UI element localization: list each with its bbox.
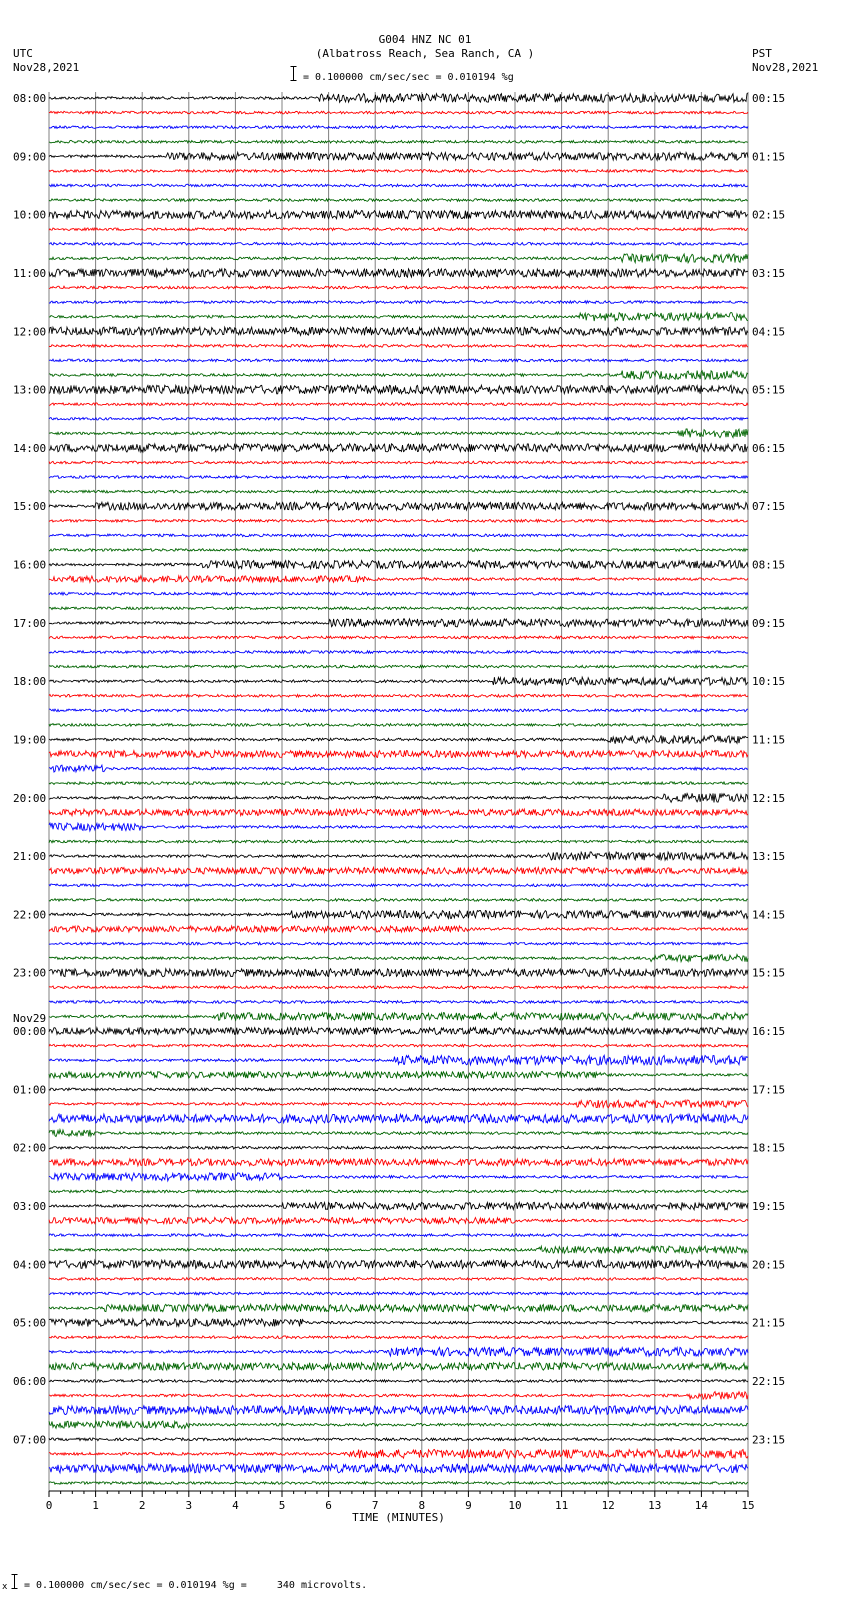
- trace-line: [49, 385, 748, 394]
- right-hour-label: 09:15: [752, 616, 786, 630]
- trace-line: [49, 942, 748, 945]
- right-hour-label: 05:15: [752, 383, 786, 397]
- trace-line: [49, 476, 748, 479]
- right-hour-label: 23:15: [752, 1433, 786, 1447]
- trace-line: [49, 1055, 748, 1065]
- trace-line: [49, 665, 748, 668]
- right-hour-label: 19:15: [752, 1200, 786, 1213]
- trace-line: [49, 534, 748, 537]
- right-hour-label: 20:15: [752, 1258, 786, 1272]
- x-tick-label: 0: [45, 1499, 53, 1512]
- trace-line: [49, 286, 748, 289]
- left-hour-label: 01:00: [13, 1083, 47, 1097]
- trace-line: [49, 1234, 748, 1237]
- trace-line: [49, 852, 748, 860]
- trace-line: [49, 911, 748, 919]
- left-hour-label: 16:00: [13, 558, 47, 572]
- left-hour-label: 06:00: [13, 1374, 47, 1388]
- trace-line: [49, 1260, 748, 1268]
- trace-line: [49, 126, 748, 129]
- trace-line: [49, 1028, 748, 1035]
- trace-line: [49, 840, 748, 843]
- trace-line: [49, 1159, 748, 1166]
- trace-line: [49, 1482, 748, 1485]
- trace-line: [49, 677, 748, 685]
- right-hour-label: 10:15: [752, 675, 786, 689]
- trace-line: [49, 1421, 748, 1429]
- trace-line: [49, 94, 748, 103]
- right-hour-label: 22:15: [752, 1374, 786, 1388]
- x-tick-label: 9: [465, 1499, 472, 1512]
- trace-line: [49, 199, 748, 202]
- trace-line: [49, 576, 748, 583]
- x-tick-label: 12: [601, 1499, 615, 1512]
- x-tick-label: 5: [278, 1499, 286, 1512]
- trace-line: [49, 520, 748, 523]
- trace-line: [49, 140, 748, 143]
- x-tick-label: 11: [554, 1499, 569, 1512]
- right-hour-label: 04:15: [752, 325, 786, 339]
- trace-line: [49, 823, 748, 831]
- right-hour-label: 13:15: [752, 850, 786, 864]
- trace-line: [49, 1114, 748, 1123]
- left-timezone: UTC: [13, 47, 33, 60]
- right-hour-label: 07:15: [752, 500, 786, 514]
- trace-line: [49, 184, 748, 187]
- x-tick-label: 2: [138, 1499, 146, 1512]
- x-axis-label: TIME (MINUTES): [352, 1511, 445, 1524]
- trace-line: [49, 1450, 748, 1459]
- trace-line: [49, 490, 748, 493]
- left-hour-label: 03:00: [13, 1200, 47, 1213]
- trace-line: [49, 1292, 748, 1295]
- trace-line: [49, 1072, 748, 1079]
- x-tick-label: 1: [92, 1499, 99, 1512]
- trace-line: [49, 1218, 748, 1224]
- trace-line: [49, 403, 748, 406]
- trace-line: [49, 152, 748, 160]
- trace-line: [49, 751, 748, 758]
- trace-line: [49, 1438, 748, 1441]
- trace-line: [49, 619, 748, 627]
- trace-line: [49, 417, 748, 420]
- trace-line: [49, 592, 748, 595]
- right-hour-label: 14:15: [752, 908, 786, 922]
- trace-line: [49, 327, 748, 335]
- left-hour-label: 18:00: [13, 675, 47, 689]
- trace-line: [49, 429, 748, 438]
- right-hour-label: 16:15: [752, 1025, 786, 1039]
- trace-line: [49, 461, 748, 464]
- trace-line: [49, 636, 748, 639]
- left-hour-label: 02:00: [13, 1141, 47, 1155]
- date-change-label: Nov29: [13, 1012, 47, 1026]
- left-hour-label: 14:00: [13, 441, 47, 455]
- trace-line: [49, 926, 748, 932]
- trace-line: [49, 111, 748, 114]
- left-hour-label: 23:00: [13, 966, 47, 980]
- left-hour-label: 05:00: [13, 1316, 47, 1330]
- trace-line: [49, 1304, 748, 1312]
- trace-line: [49, 1146, 748, 1149]
- trace-line: [49, 1190, 748, 1193]
- trace-line: [49, 651, 748, 654]
- left-hour-label: 11:00: [13, 266, 47, 280]
- right-hour-label: 15:15: [752, 966, 786, 980]
- trace-line: [49, 549, 748, 552]
- trace-line: [49, 694, 748, 697]
- trace-line: [49, 1100, 748, 1108]
- x-tick-label: 8: [418, 1499, 426, 1512]
- left-hour-label: 09:00: [13, 150, 47, 164]
- trace-line: [49, 1246, 748, 1254]
- trace-line: [49, 1406, 748, 1415]
- trace-line: [49, 1001, 748, 1004]
- right-timezone: PST: [752, 47, 772, 60]
- trace-line: [49, 782, 748, 785]
- trace-line: [49, 561, 748, 569]
- x-tick-label: 10: [508, 1499, 522, 1512]
- x-tick-label: 3: [185, 1499, 193, 1512]
- trace-line: [49, 1278, 748, 1281]
- trace-line: [49, 954, 748, 961]
- left-hour-label: 04:00: [13, 1258, 47, 1272]
- trace-line: [49, 312, 748, 321]
- left-hour-label: 20:00: [13, 791, 47, 805]
- trace-line: [49, 1319, 748, 1327]
- trace-line: [49, 1044, 748, 1047]
- trace-line: [49, 709, 748, 712]
- right-hour-label: 18:15: [752, 1141, 786, 1155]
- x-tick-label: 6: [325, 1499, 332, 1512]
- trace-line: [49, 1173, 748, 1181]
- trace-line: [49, 765, 748, 772]
- x-tick-label: 7: [371, 1499, 379, 1512]
- left-hour-label: 12:00: [13, 325, 47, 339]
- right-hour-label: 08:15: [752, 558, 786, 572]
- x-tick-label: 4: [232, 1499, 239, 1512]
- x-tick-label: 14: [694, 1499, 709, 1512]
- left-hour-label: 13:00: [13, 383, 47, 397]
- trace-line: [49, 269, 748, 277]
- trace-line: [49, 899, 748, 902]
- trace-line: [49, 444, 748, 452]
- trace-line: [49, 371, 748, 380]
- trace-line: [49, 1392, 748, 1400]
- left-hour-label: 07:00: [13, 1433, 47, 1447]
- right-hour-label: 21:15: [752, 1316, 786, 1330]
- trace-line: [49, 502, 748, 510]
- trace-line: [49, 359, 748, 362]
- trace-line: [49, 228, 748, 231]
- trace-line: [49, 809, 748, 816]
- right-hour-label: 02:15: [752, 208, 786, 222]
- left-hour-label: 22:00: [13, 908, 47, 922]
- left-hour-label: 15:00: [13, 500, 47, 514]
- footer-prefix: x: [2, 1582, 8, 1592]
- trace-line: [49, 345, 748, 348]
- trace-line: [49, 735, 748, 744]
- right-hour-label: 11:15: [752, 733, 786, 747]
- station-location: (Albatross Reach, Sea Ranch, CA ): [315, 47, 535, 60]
- trace-line: [49, 211, 748, 219]
- trace-line: [49, 986, 748, 989]
- x-tick-label: 15: [741, 1499, 755, 1512]
- trace-line: [49, 1013, 748, 1021]
- footer-scale-label: = 0.100000 cm/sec/sec = 0.010194 %g = 340 microvolts.: [24, 1580, 368, 1591]
- right-hour-label: 03:15: [752, 266, 786, 280]
- right-hour-label: 17:15: [752, 1083, 786, 1097]
- trace-line: [49, 793, 748, 802]
- trace-line: [49, 1336, 748, 1339]
- trace-line: [49, 607, 748, 610]
- left-hour-label: 17:00: [13, 616, 47, 630]
- left-hour-label: 00:00: [13, 1025, 47, 1039]
- left-hour-label: 19:00: [13, 733, 47, 747]
- left-date: Nov28,2021: [13, 61, 80, 74]
- trace-line: [49, 254, 748, 263]
- trace-line: [49, 301, 748, 304]
- trace-line: [49, 867, 748, 874]
- trace-line: [49, 1130, 748, 1137]
- trace-line: [49, 1088, 748, 1091]
- trace-line: [49, 1363, 748, 1371]
- chart-title: G004 HNZ NC 01: [378, 33, 472, 46]
- trace-line: [49, 170, 748, 173]
- left-hour-label: 08:00: [13, 92, 47, 105]
- trace-line: [49, 243, 748, 246]
- scale-label: = 0.100000 cm/sec/sec = 0.010194 %g: [303, 72, 514, 83]
- left-hour-label: 21:00: [13, 850, 47, 864]
- right-hour-label: 06:15: [752, 441, 786, 455]
- right-date: Nov28,2021: [752, 61, 819, 74]
- trace-line: [49, 1347, 748, 1356]
- trace-line: [49, 1380, 748, 1383]
- trace-line: [49, 1464, 748, 1473]
- right-hour-label: 00:15: [752, 92, 786, 105]
- left-hour-label: 10:00: [13, 208, 47, 222]
- right-hour-label: 12:15: [752, 791, 786, 805]
- right-hour-label: 01:15: [752, 150, 786, 164]
- x-tick-label: 13: [648, 1499, 662, 1512]
- trace-line: [49, 724, 748, 727]
- trace-line: [49, 969, 748, 977]
- trace-line: [49, 884, 748, 887]
- trace-line: [49, 1202, 748, 1209]
- footer-scale-bar-icon: [11, 1574, 18, 1589]
